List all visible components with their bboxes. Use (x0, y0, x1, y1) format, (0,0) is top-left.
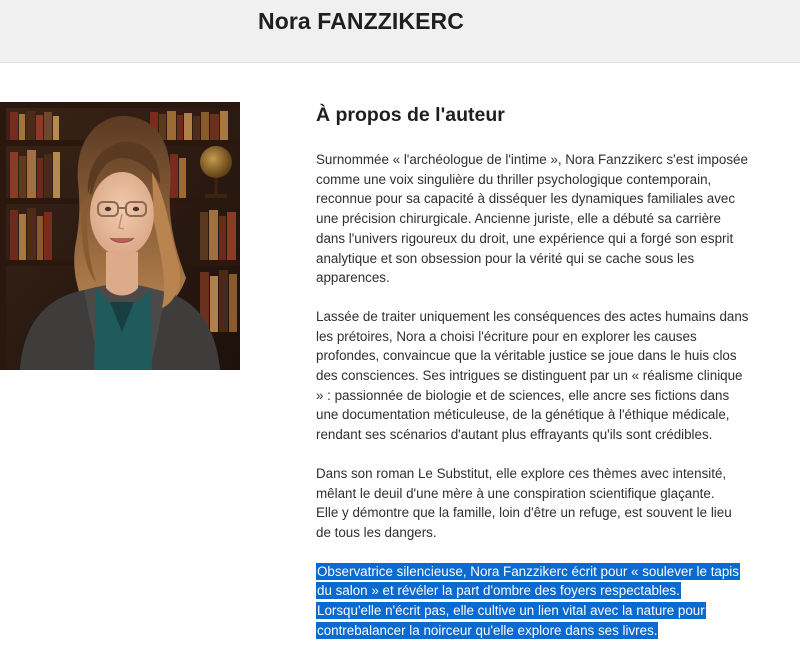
bio-line: Dans son roman Le Substitut, elle explore ces thèmes avec intensité, (316, 465, 727, 481)
bio-line: analytique et son obsession pour la vérité qui se cache sous les (316, 250, 695, 266)
bio-line: mêlant le deuil d'une mère à une conspiration scientifique glaçante. (316, 485, 715, 501)
bio-line: comme une voix singulière du thriller psychologique contemporain, (316, 171, 712, 187)
selected-bio-line[interactable]: Observatrice silencieuse, Nora Fanzzikerc écrit pour « soulever le tapis (317, 563, 739, 579)
bio-line: reconnue pour sa capacité à disséquer les dynamiques familiales avec (316, 191, 736, 207)
bio-line: Lassée de traiter uniquement les conséquences des actes humains dans (316, 308, 749, 324)
bio-line: rendant ses scénarios d'autant plus effrayants qu'ils sont crédibles. (316, 427, 713, 443)
about-author-heading: À propos de l'auteur (316, 104, 505, 126)
bio-line: » : passionnée de biologie et de sciences, elle ancre ses fictions dans (316, 387, 730, 403)
bio-line: les prétoires, Nora a choisi l'écriture pour en explorer les causes (316, 328, 697, 344)
bio-line: des consciences. Ses intrigues se distinguent par un « réalisme clinique (316, 368, 743, 384)
bio-paragraph (316, 464, 756, 543)
bio-paragraph (316, 307, 756, 445)
author-bio (316, 150, 756, 659)
author-portrait (0, 102, 240, 370)
bio-paragraph (316, 150, 756, 288)
bio-line: une documentation méticuleuse, de la génétique à l'éthique médicale, (316, 407, 730, 423)
bio-paragraph-selected[interactable] (316, 562, 756, 641)
bio-line: une précision chirurgicale. Ancienne juriste, elle a débuté sa carrière (316, 211, 721, 227)
selected-bio-line[interactable]: Lorsqu'elle n'écrit pas, elle cultive un lien vital avec la nature pour (317, 603, 705, 619)
bio-line: Elle y démontre que la famille, loin d'être un refuge, est souvent le lieu (316, 505, 732, 521)
bio-line: Surnommée « l'archéologue de l'intime », Nora Fanzzikerc s'est imposée (316, 152, 748, 167)
selected-bio-line[interactable]: contrebalancer la noirceur qu'elle explore dans ses livres. (317, 622, 658, 638)
bio-line: de tous les dangers. (316, 524, 437, 540)
bio-line: profondes, convaincue que la véritable justice se joue dans le huis clos (316, 348, 737, 364)
selected-bio-line[interactable]: du salon » et révéler la part d'ombre des foyers respectables. (317, 583, 680, 599)
bio-line: apparences. (316, 270, 390, 286)
author-name: Nora FANZZIKERC (258, 8, 464, 34)
bio-line: dans l'univers rigoureux du droit, une expérience qui a forgé son esprit (316, 230, 734, 246)
